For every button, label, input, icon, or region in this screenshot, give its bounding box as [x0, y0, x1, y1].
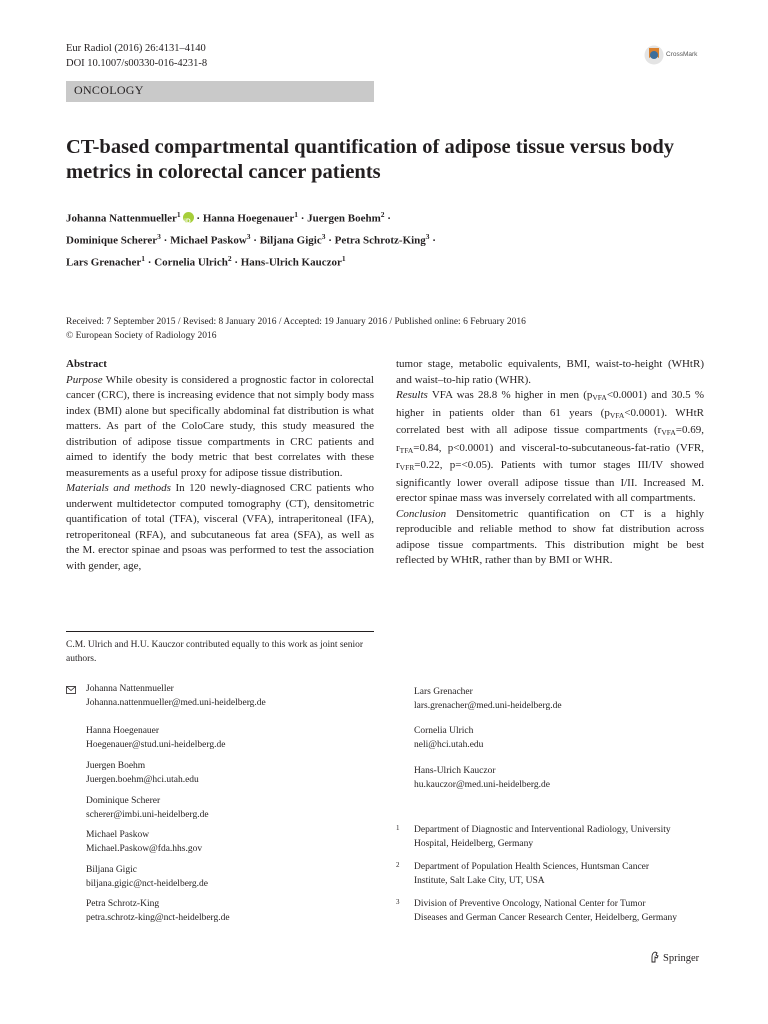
- abstract-left-column: [66, 357, 374, 574]
- author-name: Lars Grenacher: [66, 256, 142, 269]
- article-title: CT-based compartmental quantification of adipose tissue versus body metrics in colorectal cancer patients: [66, 136, 675, 183]
- purpose-label: Purpose: [66, 373, 103, 386]
- author-name: Dominique Scherer: [66, 234, 158, 247]
- methods-continued: tumor stage, metabolic equivalents, BMI, waist-to-height (WHtR) and waist–to-hip ratio (WHR).: [396, 358, 704, 386]
- journal-meta: [66, 41, 207, 71]
- contact-email[interactable]: neli@hci.utah.edu: [414, 739, 484, 750]
- affiliation-text: Division of Preventive Oncology, National Center for Tumor: [414, 899, 646, 909]
- contact-email[interactable]: Juergen.boehm@hci.utah.edu: [86, 774, 199, 785]
- contact-name: Hans-Ulrich Kauczor: [414, 766, 496, 776]
- conclusion-label: Conclusion: [396, 507, 447, 520]
- contact-entry: [414, 765, 550, 792]
- affiliation-number: 1: [396, 824, 400, 832]
- author-name: Michael Paskow: [170, 234, 247, 247]
- contact-email[interactable]: Michael.Paskow@fda.hhs.gov: [86, 843, 203, 854]
- affiliation-ref: 1: [294, 210, 298, 219]
- publisher-logo: [650, 951, 699, 964]
- envelope-icon: [66, 686, 76, 694]
- contact-entry: [414, 686, 562, 713]
- affiliation-ref: 3: [321, 232, 326, 242]
- contact-entry: [86, 760, 199, 787]
- publisher-name: Springer: [663, 953, 700, 964]
- contact-email[interactable]: Johanna.nattenmueller@med.uni-heidelberg.de: [86, 697, 266, 708]
- contact-name: Johanna Nattenmueller: [86, 684, 174, 694]
- copyright: © European Society of Radiology 2016: [66, 330, 217, 341]
- section-banner: [66, 81, 374, 102]
- orcid-icon[interactable]: [183, 212, 194, 223]
- results-label: Results: [396, 389, 428, 401]
- journal-citation: Eur Radiol (2016) 26:4131–4140: [66, 43, 206, 54]
- crossmark-badge[interactable]: [642, 42, 702, 70]
- affiliation-number: 3: [396, 898, 400, 906]
- subscript: VFA: [661, 428, 676, 437]
- results-text: =0.84, p<0.0001) and visceral-to-subcutaneous-fat-ratio (VFR, r: [396, 441, 704, 471]
- affiliation-text: Institute, Salt Lake City, UT, USA: [414, 875, 545, 886]
- contact-name: Biljana Gigic: [86, 865, 137, 875]
- contact-name: Hanna Hoegenauer: [86, 726, 160, 736]
- springer-horse-icon: [650, 951, 660, 963]
- affiliation-ref: 1: [341, 254, 346, 264]
- contact-entry: [86, 898, 230, 925]
- affiliation-entry: [396, 824, 716, 851]
- contact-email[interactable]: hu.kauczor@med.uni-heidelberg.de: [414, 779, 550, 790]
- contact-email[interactable]: scherer@imbi.uni-heidelberg.de: [86, 809, 209, 820]
- affiliation-entry: [396, 898, 716, 925]
- author-name: Juergen Boehm: [307, 212, 381, 225]
- affiliation-number: 2: [396, 861, 400, 869]
- results-text: <0.0001). WHtR correlated best with all adipose tissue compartments (r: [396, 406, 704, 436]
- affiliation-text: Hospital, Heidelberg, Germany: [414, 838, 534, 849]
- subscript: TFA: [399, 445, 414, 455]
- author-name: Hanna Hoegenauer: [202, 212, 295, 225]
- affiliation-text: Department of Population Health Sciences, Huntsman Cancer: [414, 862, 650, 872]
- crossmark-icon: [644, 44, 664, 66]
- joint-author-footnote: C.M. Ulrich and H.U. Kauczor contributed equally to this work as joint senior authors.: [66, 640, 364, 664]
- methods-label: Materials and methods: [66, 482, 171, 494]
- abstract-right-column: [396, 357, 704, 569]
- subscript: VFR: [399, 463, 415, 472]
- methods-text: In 120 newly-diagnosed CRC patients who underwent multidetector computed tomography (CT), densitometric quantification of total (TFA), visceral (VFA), intraperitoneal (IFA), retroperitoneal (RFA), and subcutaneous fat area (SFA), as well as the M. erector spinae and psoas was performed to test the association with gender, age,: [66, 482, 375, 572]
- affiliation-ref: 1: [176, 210, 181, 219]
- results-text: <0.0001) and 30.5 % higher in patients older than 61 years (p: [396, 389, 704, 419]
- contact-email[interactable]: lars.grenacher@med.uni-heidelberg.de: [414, 700, 562, 711]
- subscript: VFA: [609, 410, 625, 420]
- author-name: Hans-Ulrich Kauczor: [240, 256, 342, 269]
- author-list: Johanna Nattenmueller$^1$iD · Hanna Hoegenauer$^1$ · Juergen Boehm$^2$ · Dominique Scherer$^3$ · Michael Paskow$^3$ · Biljana Gigic$^3$ · Petra Schrotz-King$^3$ · Lars Grenacher$^1$ · Cornelia Ulrich$^2$ · Hans-Ulrich Kauczor$^1$: [66, 206, 666, 272]
- contact-email[interactable]: petra.schrotz-king@nct-heidelberg.de: [86, 912, 230, 923]
- footnote-divider: [66, 631, 374, 632]
- author-name: Petra Schrotz-King: [334, 234, 426, 247]
- affiliation-ref: 1: [141, 254, 146, 264]
- contact-name: Michael Paskow: [86, 830, 150, 840]
- contact-name: Cornelia Ulrich: [414, 726, 474, 736]
- results-text: VFA was 28.8 % higher in men (p: [431, 389, 593, 401]
- crossmark-label: CrossMark: [666, 51, 698, 58]
- received-dates: Received: 7 September 2015 / Revised: 8 January 2016 / Accepted: 19 January 2016 / Published online: 6 February 2016: [66, 317, 526, 327]
- affiliation-ref: 2: [380, 210, 385, 219]
- results-text: =0.69, r: [396, 424, 704, 454]
- publication-history: [66, 316, 706, 343]
- contact-name: Juergen Boehm: [86, 761, 146, 771]
- contact-name: Dominique Scherer: [86, 796, 161, 806]
- affiliation-ref: 3: [157, 232, 161, 242]
- author-name: Cornelia Ulrich: [154, 256, 228, 269]
- affiliation-ref: 3: [425, 232, 430, 242]
- purpose-text: While obesity is considered a prognostic factor in colorectal cancer (CRC), there is increasing evidence that not simply body mass index (BMI) alone but specifically abdominal fat distribution is what matters. As part of the ColoCare study, this study measured the distribution of adipose tissue compartments in CRC patients and aimed to identify the body metric that best correlates with these measurements as a useful proxy for adipose tissue distribution.: [66, 373, 374, 479]
- affiliation-text: Department of Diagnostic and Interventional Radiology, University: [414, 825, 671, 835]
- author-name: Biljana Gigic: [259, 234, 322, 247]
- results-text: =0.22, p=<0.05). Patients with tumor stages III/IV showed significantly lower overall adipose tissue than I/II. Increased M. erector spinae mass was inversely correlated with all compartments.: [396, 459, 704, 504]
- conclusion-text: Densitometric quantification on CT is a highly reproducible and reliable method to show fat distribution across adipose tissue compartments. This distribution might be best reflected by WHtR, rather than by BMI or WHR.: [396, 507, 704, 566]
- affiliation-ref: 2: [227, 254, 232, 264]
- doi[interactable]: DOI 10.1007/s00330-016-4231-8: [66, 58, 208, 69]
- section-label: ONCOLOGY: [74, 83, 144, 97]
- affiliation-text: Diseases and German Cancer Research Center, Heidelberg, Germany: [414, 912, 677, 923]
- abstract-heading: Abstract: [66, 358, 107, 370]
- contact-entry: [86, 683, 266, 710]
- affiliation-ref: 3: [246, 232, 251, 242]
- contact-entry: [86, 829, 202, 856]
- contact-entry: [86, 795, 209, 822]
- author-name: Johanna Nattenmueller: [66, 212, 177, 225]
- contact-name: Petra Schrotz-King: [86, 899, 160, 909]
- affiliation-entry: [396, 861, 716, 888]
- contact-entry: [414, 725, 483, 752]
- contact-email[interactable]: Hoegenauer@stud.uni-heidelberg.de: [86, 739, 226, 750]
- contact-entry: [86, 864, 208, 891]
- contact-name: Lars Grenacher: [414, 687, 473, 697]
- contact-email[interactable]: biljana.gigic@nct-heidelberg.de: [86, 878, 209, 889]
- contact-entry: [86, 725, 225, 752]
- subscript: VFA: [592, 393, 607, 402]
